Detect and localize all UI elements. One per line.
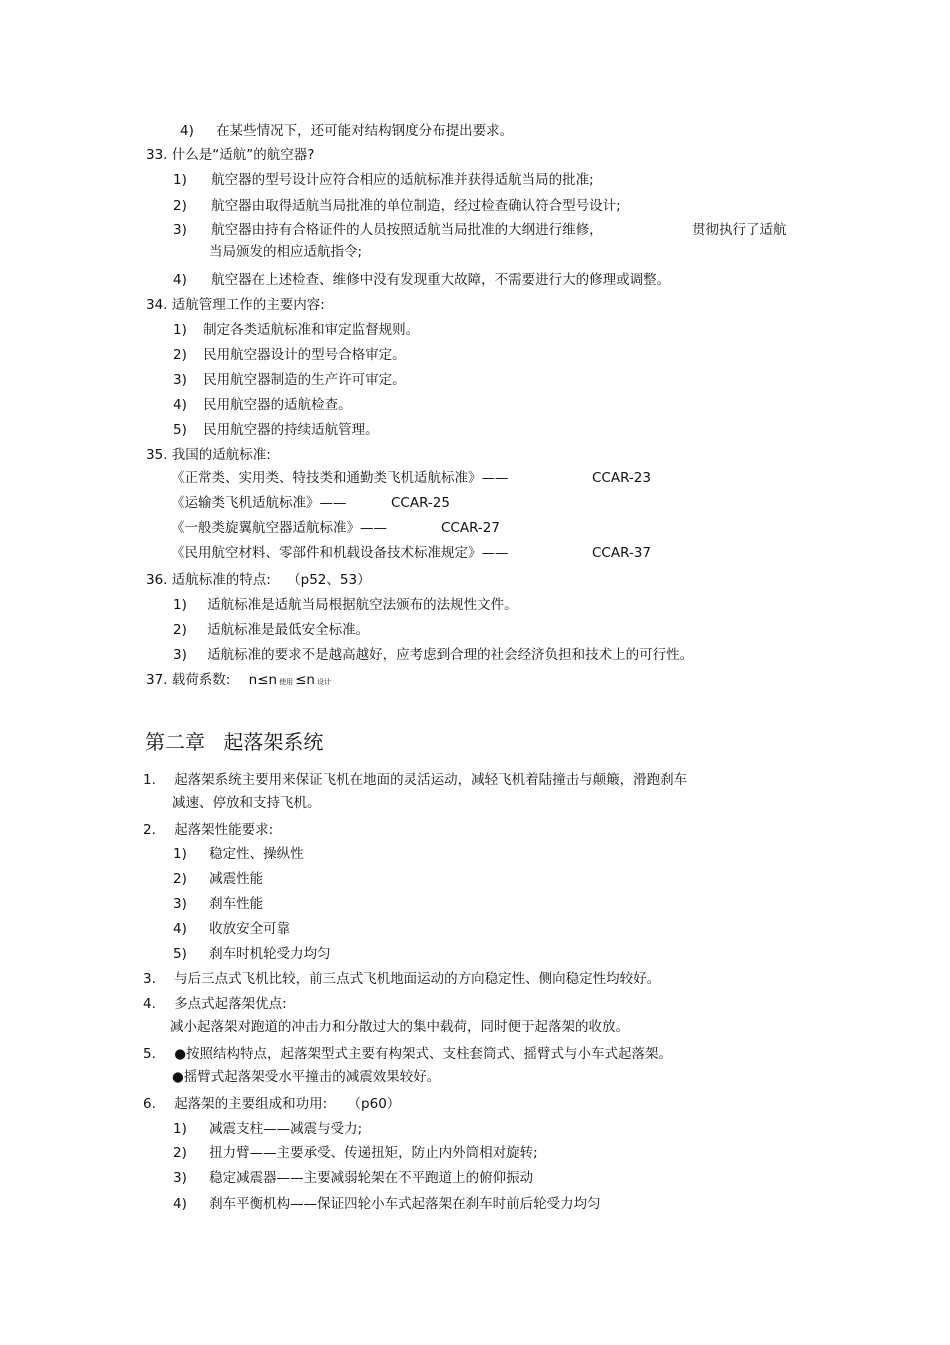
item-text: 减小起落架对跑道的冲击力和分散过大的集中载荷，同时便于起落架的收放。 [170, 1019, 629, 1035]
item-number: 2) [173, 1145, 187, 1161]
standard-name: 《运输类飞机适航标准》—— [171, 495, 347, 511]
question-number: 36. [146, 572, 168, 588]
item-text: 适航标准是适航当局根据航空法颁布的法规性文件。 [207, 597, 518, 613]
section-item [143, 821, 273, 839]
formula-part: n≤n [248, 672, 278, 688]
item-number: 3) [173, 647, 187, 663]
item-number: 4) [180, 123, 194, 139]
list-item [173, 596, 518, 614]
section-item [143, 970, 660, 988]
item-number: 2) [173, 622, 187, 638]
section-item [143, 995, 287, 1013]
item-text: 刹车平衡机构——保证四轮小车式起落架在刹车时前后轮受力均匀 [209, 1196, 601, 1212]
item-text: 航空器在上述检查、维修中没有发现重大故障，不需要进行大的修理或调整。 [211, 272, 671, 288]
item-number: 4. [143, 996, 156, 1012]
question-number: 33. [146, 147, 168, 163]
item-number: 4) [173, 921, 187, 937]
list-item [173, 1195, 601, 1213]
item-number: 3) [173, 896, 187, 912]
item-number: 6. [143, 1096, 156, 1112]
item-text: 稳定性、操纵性 [209, 846, 304, 862]
standard-code: CCAR-37 [592, 545, 651, 561]
item-number: 1) [173, 597, 187, 613]
item-number: 2. [143, 822, 156, 838]
standard-code: CCAR-25 [391, 495, 450, 511]
formula-subscript: 设计 [316, 678, 331, 686]
formula-subscript: 使用 [279, 678, 294, 686]
section-item [143, 1095, 400, 1113]
question-heading [146, 446, 271, 464]
item-number: 4) [173, 272, 187, 288]
item-number: 5) [173, 946, 187, 962]
item-text: 在某些情况下，还可能对结构钢度分布提出要求。 [216, 123, 514, 139]
item-text: 扭力臂——主要承受、传递扭矩，防止内外筒相对旋转; [209, 1145, 538, 1161]
item-text-wrapped: 当局颁发的相应适航指令; [209, 244, 363, 260]
standard-code: CCAR-23 [592, 470, 651, 486]
item-text: 减震支柱——减震与受力; [209, 1121, 363, 1137]
item-number: 2) [173, 871, 187, 887]
item-number: 3. [143, 971, 156, 987]
item-number: 5. [143, 1046, 156, 1062]
formula-part: ≤n [295, 672, 315, 688]
item-text: 民用航空器设计的型号合格审定。 [203, 347, 406, 363]
item-number: 3) [173, 1170, 187, 1186]
formula [249, 672, 333, 688]
item-text: 民用航空器的适航检查。 [203, 397, 352, 413]
list-item [173, 271, 670, 289]
item-text: 收放安全可靠 [209, 921, 291, 937]
list-item [173, 171, 594, 189]
standard-name: 《正常类、实用类、特技类和通勤类飞机适航标准》—— [171, 470, 509, 486]
item-number: 5) [173, 422, 187, 438]
item-number: 3) [173, 372, 187, 388]
list-item [173, 945, 331, 963]
item-text: 航空器由持有合格证件的人员按照适航当局批准的大纲进行维修， [211, 222, 603, 238]
list-item [173, 371, 406, 389]
list-item [173, 346, 406, 364]
item-text: 航空器的型号设计应符合相应的适航标准并获得适航当局的批准; [211, 172, 594, 188]
question-title: 适航标准的特点: [171, 572, 271, 588]
item-text: 刹车性能 [209, 896, 264, 912]
item-title: 多点式起落架优点: [174, 996, 287, 1012]
item-number: 1. [143, 772, 156, 788]
section-item [143, 771, 687, 789]
list-item [173, 421, 379, 439]
standard-name: 《民用航空材料、零部件和机载设备技术标准规定》—— [171, 545, 509, 561]
chapter-title [145, 729, 323, 755]
question-heading [146, 296, 325, 314]
question-number: 37. [146, 672, 168, 688]
item-title: 起落架的主要组成和功用: [174, 1096, 328, 1112]
standard-name: 《一般类旋翼航空器适航标准》—— [171, 520, 387, 536]
list-item [173, 895, 263, 913]
question-title: 载荷系数: [171, 672, 231, 688]
question-number: 35. [146, 447, 168, 463]
standard-code: CCAR-27 [441, 520, 500, 536]
item-number: 1) [173, 1121, 187, 1137]
page-reference: （p52、53） [287, 572, 371, 588]
item-number: 1) [173, 322, 187, 338]
item-text: 民用航空器制造的生产许可审定。 [203, 372, 406, 388]
list-item [173, 1144, 538, 1162]
bullet-text: ●摇臂式起落架受水平撞击的减震效果较好。 [172, 1069, 441, 1085]
item-number: 4) [173, 1196, 187, 1212]
item-text: 民用航空器的持续适航管理。 [203, 422, 379, 438]
page-reference: （p60） [347, 1096, 401, 1112]
item-number: 1) [173, 172, 187, 188]
item-text: 航空器由取得适航当局批准的单位制造，经过检查确认符合型号设计; [211, 198, 621, 214]
chapter-name: 起落架系统 [223, 730, 324, 754]
item-number: 3) [173, 222, 187, 238]
question-title: 我国的适航标准: [171, 447, 271, 463]
item-text: 稳定减震器——主要减弱轮架在不平跑道上的俯仰振动 [209, 1170, 534, 1186]
item-text: 起落架系统主要用来保证飞机在地面的灵活运动，减轻飞机着陆撞击与颠簸，滑跑刹车 [174, 772, 688, 788]
item-text: 刹车时机轮受力均匀 [209, 946, 331, 962]
item-text-continued: 贯彻执行了适航 [692, 222, 787, 238]
item-text: 适航标准是最低安全标准。 [207, 622, 370, 638]
list-item [173, 920, 290, 938]
list-item [173, 396, 352, 414]
item-number: 1) [173, 846, 187, 862]
item-text-wrapped: 减速、停放和支持飞机。 [172, 795, 321, 811]
list-item [173, 621, 369, 639]
item-number: 2) [173, 347, 187, 363]
item-title: 起落架性能要求: [174, 822, 274, 838]
section-item [143, 1045, 672, 1063]
list-item [173, 646, 693, 664]
list-item [173, 321, 419, 339]
question-number: 34. [146, 297, 168, 313]
list-item [173, 197, 621, 215]
question-title: 什么是“适航”的航空器? [171, 147, 315, 163]
question-heading [146, 671, 333, 691]
item-number: 4) [173, 397, 187, 413]
list-item [173, 845, 304, 863]
bullet-text: ●按照结构特点，起落架型式主要有构架式、支柱套筒式、摇臂式与小车式起落架。 [174, 1046, 672, 1062]
question-heading [146, 571, 371, 589]
item-text: 与后三点式飞机比较，前三点式飞机地面运动的方向稳定性、侧向稳定性均较好。 [174, 971, 661, 987]
list-item [173, 1120, 362, 1138]
question-title: 适航管理工作的主要内容: [171, 297, 325, 313]
item-text: 制定各类适航标准和审定监督规则。 [203, 322, 420, 338]
list-item [173, 221, 603, 239]
item-text: 适航标准的要求不是越高越好，应考虑到合理的社会经济负担和技术上的可行性。 [207, 647, 694, 663]
item-text: 减震性能 [209, 871, 264, 887]
item-number: 2) [173, 198, 187, 214]
list-item [173, 1169, 533, 1187]
chapter-number: 第二章 [145, 730, 205, 754]
question-heading [146, 146, 314, 164]
list-item [173, 870, 263, 888]
list-item [180, 122, 513, 140]
